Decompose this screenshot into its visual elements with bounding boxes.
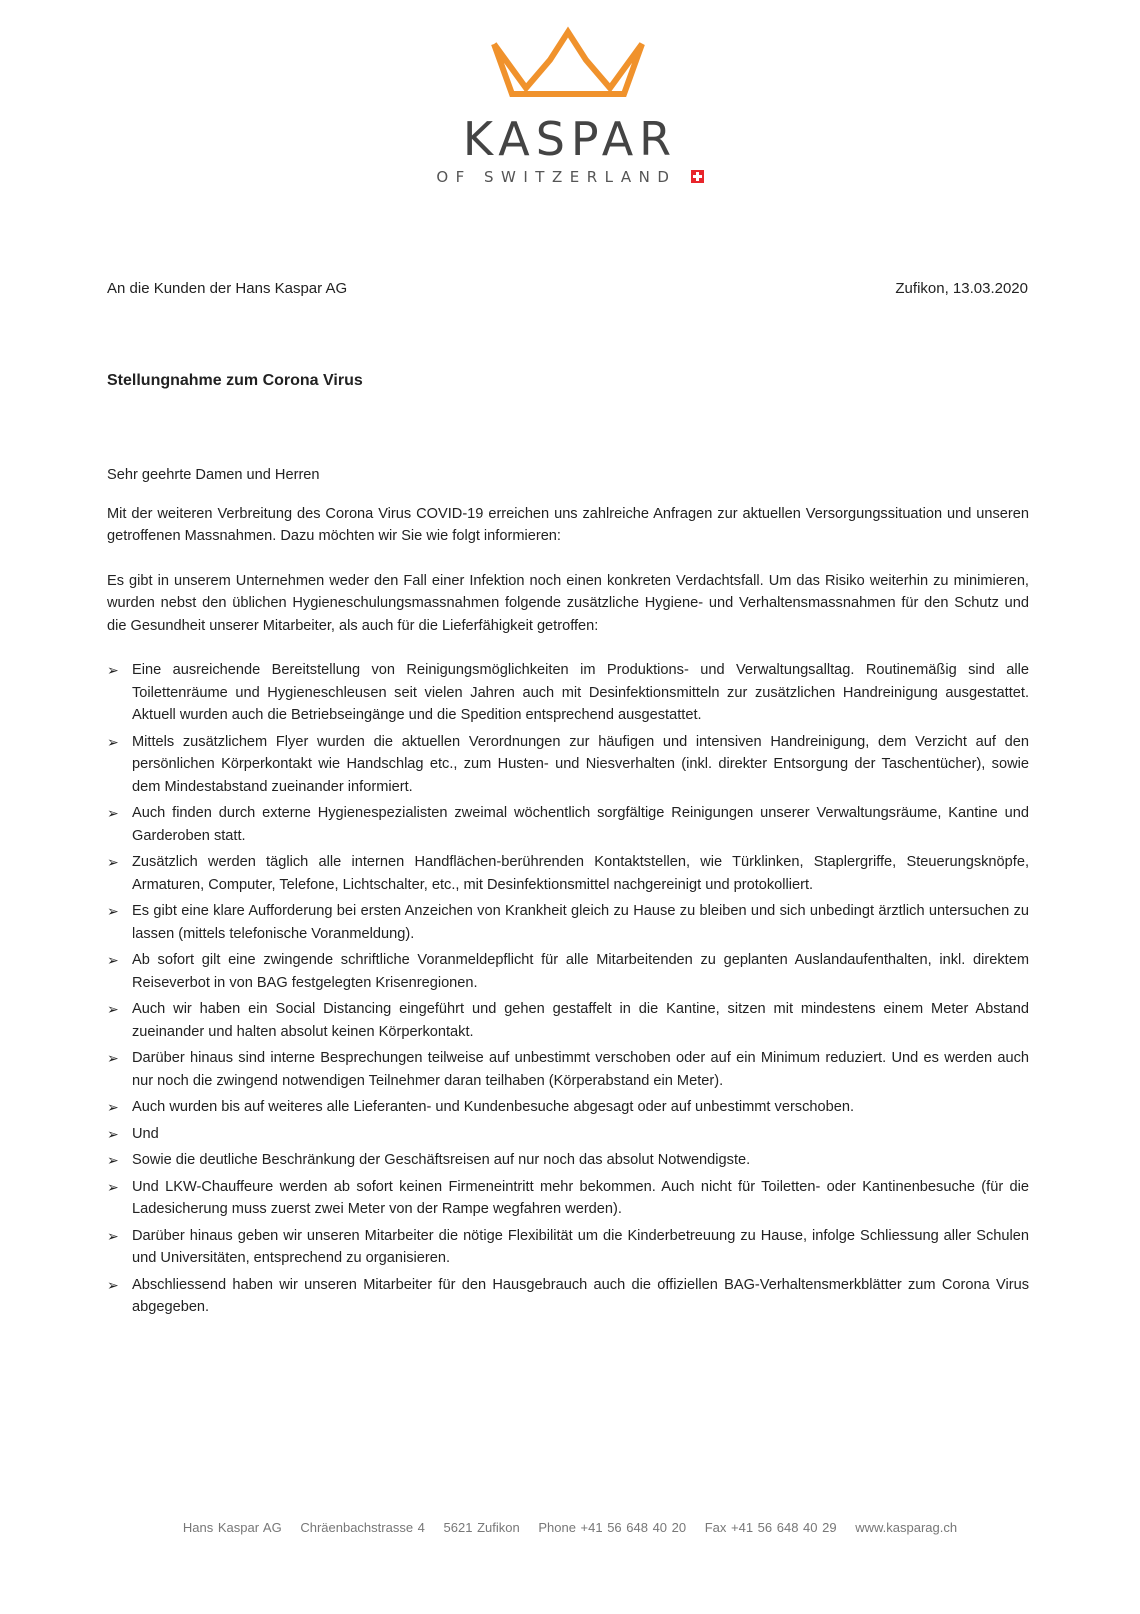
measures-list <box>107 659 1029 1319</box>
arrow-bullet-icon: ➢ <box>107 1125 119 1142</box>
arrow-bullet-icon: ➢ <box>107 805 119 821</box>
footer-street: Chräenbachstrasse 4 <box>300 1520 425 1535</box>
arrow-bullet-icon: ➢ <box>107 1152 119 1168</box>
list-item: ➢ Darüber hinaus geben wir unseren Mitarbeiter die nötige Flexibilität um die Kinderbetreuung zu Hause, infolge Schliessung aller Schulen und Universitäten, entsprechend zu organisieren. <box>107 1225 1029 1270</box>
list-item: ➢ Und <box>107 1123 1029 1146</box>
footer-phone: Phone +41 56 648 40 20 <box>538 1520 687 1535</box>
list-item: ➢ Sowie die deutliche Beschränkung der Geschäftsreisen auf nur noch das absolut Notwendigste. <box>107 1149 1029 1172</box>
crown-icon <box>488 26 648 106</box>
swiss-flag-icon <box>691 170 704 183</box>
footer-company: Hans Kaspar AG <box>182 1520 282 1535</box>
recipient-line: An die Kunden der Hans Kaspar AG <box>107 280 348 297</box>
arrow-bullet-icon: ➢ <box>107 733 119 750</box>
letter-subject: Stellungnahme zum Corona Virus <box>107 372 363 389</box>
list-item: ➢ Zusätzlich werden täglich alle internen Handflächen-berührenden Kontaktstellen, wie Türklinken, Staplergriffe, Steuerungsknöpfe, Armaturen, Computer, Telefone, Lichtschalter, etc., mit Desinfektionsmittel nachgereinigt und protokolliert. <box>107 851 1029 896</box>
footer-city: 5621 Zufikon <box>443 1520 520 1535</box>
company-logo <box>420 26 720 186</box>
list-item: ➢ Und LKW-Chauffeure werden ab sofort keinen Firmeneintritt mehr bekommen. Auch nicht für Toiletten- oder Kantinenbesuche (für die Ladesicherung muss zuerst zwei Meter von der Rampe wegfahren werden). <box>107 1176 1029 1221</box>
list-item: ➢ Mittels zusätzlichem Flyer wurden die aktuellen Verordnungen zur häufigen und intensiven Handreinigung, dem Verzicht auf den persönlichen Körperkontakt wie Handschlag etc., zum Husten- und Niesverhalten (inkl. direkter Entsorgung der Taschentücher), sowie dem Mindestabstand zueinander informiert. <box>107 731 1029 799</box>
arrow-bullet-icon: ➢ <box>107 952 119 968</box>
arrow-bullet-icon: ➢ <box>107 1001 119 1017</box>
footer-address <box>0 1520 1140 1535</box>
arrow-bullet-icon: ➢ <box>107 662 119 678</box>
list-item: ➢ Auch wir haben ein Social Distancing eingeführt und gehen gestaffelt in die Kantine, sitzen mit mindestens einem Meter Abstand zueinander und halten absolut keinen Körperkontakt. <box>107 998 1029 1043</box>
list-item: ➢ Ab sofort gilt eine zwingende schriftliche Voranmeldepflicht für alle Mitarbeitenden zu geplanten Auslandaufenthalten, inkl. direktem Reiseverbot in von BAG festgelegten Krisenregionen. <box>107 949 1029 994</box>
arrow-bullet-icon: ➢ <box>107 1099 119 1115</box>
arrow-bullet-icon: ➢ <box>107 1050 119 1066</box>
list-item: ➢ Auch wurden bis auf weiteres alle Lieferanten- und Kundenbesuche abgesagt oder auf unbestimmt verschoben. <box>107 1096 1029 1119</box>
arrow-bullet-icon: ➢ <box>107 903 119 919</box>
list-item: ➢ Darüber hinaus sind interne Besprechungen teilweise auf unbestimmt verschoben oder auf ein Minimum reduziert. Und es werden auch nur noch die zwingend notwendigen Teilnehmer daran teilhaben (Körperabstand ein Meter). <box>107 1047 1029 1092</box>
logo-tagline: OF SWITZERLAND <box>420 168 720 186</box>
arrow-bullet-icon: ➢ <box>107 854 119 870</box>
intro-paragraph: Mit der weiteren Verbreitung des Corona Virus COVID-19 erreichen uns zahlreiche Anfragen zur aktuellen Versorgungssituation und unseren getroffenen Massnahmen. Dazu möchten wir Sie wie folgt informieren: <box>107 505 1029 544</box>
list-item: ➢ Auch finden durch externe Hygienespezialisten zweimal wöchentlich sorgfältige Reinigungen unserer Verwaltungsräume, Kantine und Garderoben statt. <box>107 802 1029 847</box>
arrow-bullet-icon: ➢ <box>107 1276 119 1293</box>
list-item: ➢ Abschliessend haben wir unseren Mitarbeiter für den Hausgebrauch auch die offiziellen BAG-Verhaltensmerkblätter zum Corona Virus abgegeben. <box>107 1274 1029 1319</box>
list-item: ➢ Es gibt eine klare Aufforderung bei ersten Anzeichen von Krankheit gleich zu Hause zu bleiben und sich unbedingt ärztlich untersuchen zu lassen (mittels telefonische Voranmeldung). <box>107 900 1029 945</box>
arrow-bullet-icon: ➢ <box>107 1227 119 1244</box>
footer-fax: Fax +41 56 648 40 29 <box>704 1520 837 1535</box>
logo-brand-name: KASPAR <box>462 112 678 166</box>
arrow-bullet-icon: ➢ <box>107 1178 119 1195</box>
situation-paragraph: Es gibt in unserem Unternehmen weder den Fall einer Infektion noch einen konkreten Verdachtsfall. Um das Risiko weiterhin zu minimieren, wurden nebst den üblichen Hygieneschulungsmassnahmen folgende zusätzliche Hygiene- und Verhaltensmassnahmen für den Schutz und die Gesundheit unserer Mitarbeiter, als auch für die Lieferfähigkeit getroffen: <box>107 572 1029 634</box>
footer-website-link[interactable]: www.kasparag.ch <box>855 1520 958 1535</box>
place-date: Zufikon, 13.03.2020 <box>895 280 1028 297</box>
greeting: Sehr geehrte Damen und Herren <box>107 467 320 483</box>
list-item: ➢ Eine ausreichende Bereitstellung von Reinigungsmöglichkeiten im Produktions- und Verwaltungsalltag. Routinemäßig sind alle Toilettenräume und Hygieneschleusen seit vielen Jahren auch mit Desinfektionsmitteln zur zusätzlichen Handreinigung ausgestattet. Aktuell wurden auch die Betriebseingänge und die Spedition entsprechend ausgestattet. <box>107 659 1029 727</box>
letter-body <box>107 464 1029 1323</box>
